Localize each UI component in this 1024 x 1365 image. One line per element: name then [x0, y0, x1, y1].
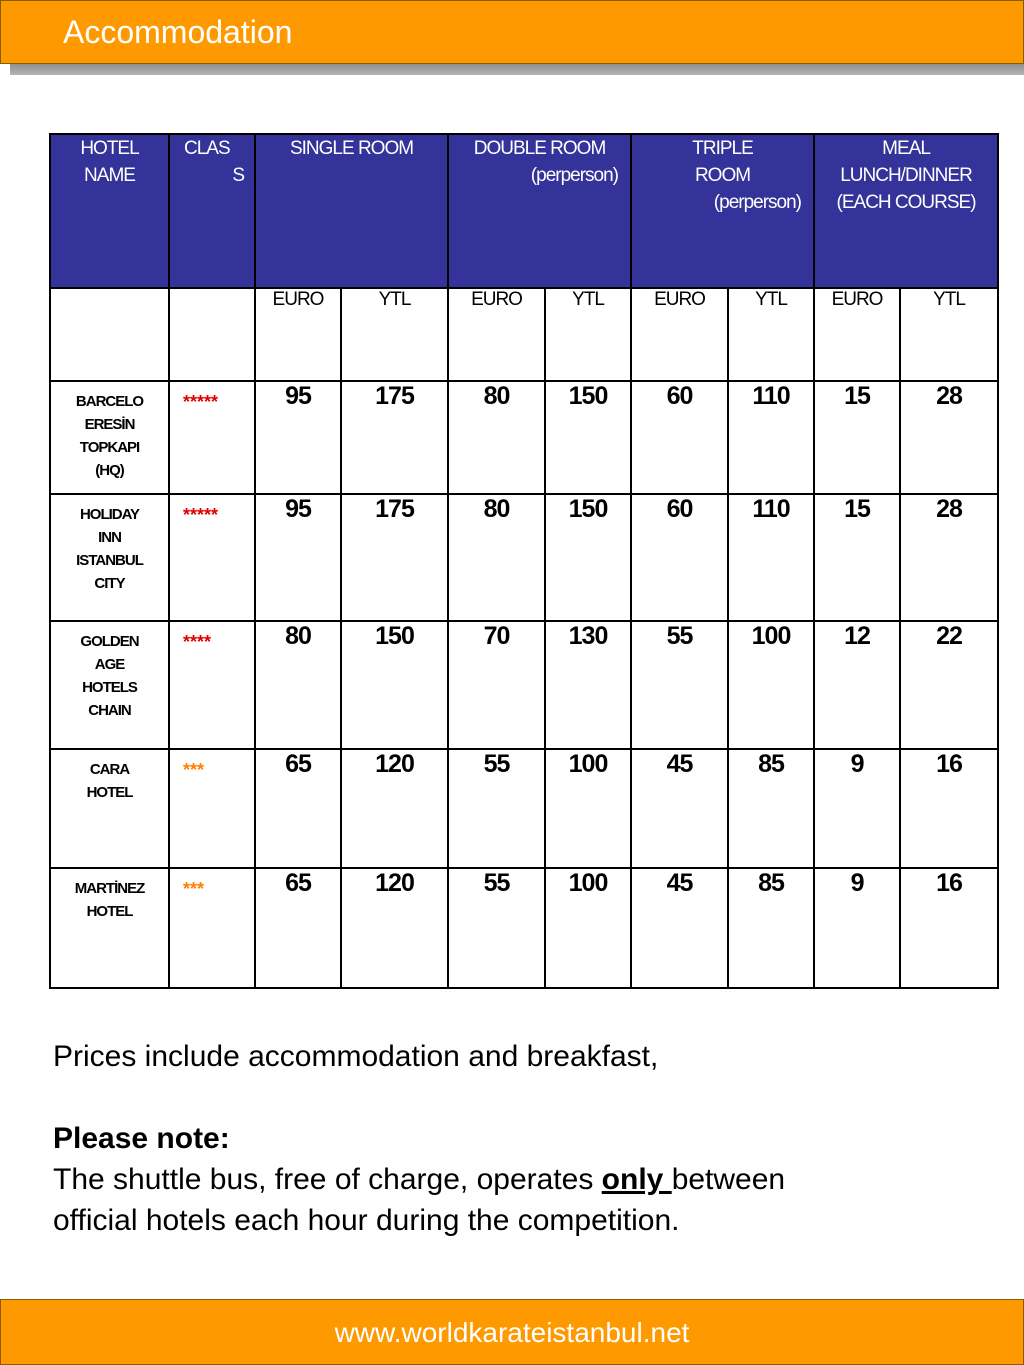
hotel-stars: *****	[169, 381, 255, 494]
hotel-name: HOLIDAY INN ISTANBUL CITY	[50, 494, 169, 621]
price-cell: 55	[631, 621, 728, 749]
shuttle-note: The shuttle bus, free of charge, operates only between	[53, 1163, 786, 1196]
hotel-stars: *****	[169, 494, 255, 621]
prices-note: Prices include accommodation and breakfast,	[53, 1040, 659, 1073]
price-cell: 130	[545, 621, 631, 749]
currency-label: EURO	[255, 288, 341, 381]
price-cell: 12	[814, 621, 900, 749]
price-cell: 60	[631, 381, 728, 494]
currency-blank	[50, 288, 169, 381]
hotel-stars: ****	[169, 621, 255, 749]
hotel-stars: ***	[169, 749, 255, 868]
website-link[interactable]: www.worldkarateistanbul.net	[334, 1317, 690, 1348]
currency-row	[50, 288, 998, 381]
price-cell: 110	[728, 494, 814, 621]
price-cell: 95	[255, 494, 341, 621]
hotel-name: BARCELO ERESİN TOPKAPI (HQ)	[50, 381, 169, 494]
price-cell: 16	[900, 749, 998, 868]
price-cell: 85	[728, 749, 814, 868]
hotel-name: MARTİNEZ HOTEL	[50, 868, 169, 988]
price-cell: 120	[341, 749, 448, 868]
price-cell: 65	[255, 868, 341, 988]
price-cell: 9	[814, 868, 900, 988]
price-cell: 80	[255, 621, 341, 749]
price-cell: 45	[631, 749, 728, 868]
price-cell: 55	[448, 749, 545, 868]
hotel-name: GOLDEN AGE HOTELS CHAIN	[50, 621, 169, 749]
please-note-heading: Please note:	[53, 1122, 230, 1155]
col-class: CLAS S	[169, 134, 255, 288]
col-double-room: DOUBLE ROOM (perperson)	[448, 134, 631, 288]
shuttle-note-line2: official hotels each hour during the competition.	[53, 1204, 680, 1237]
price-cell: 80	[448, 381, 545, 494]
price-cell: 100	[728, 621, 814, 749]
price-cell: 16	[900, 868, 998, 988]
col-single-room: SINGLE ROOM	[255, 134, 448, 288]
table-row	[50, 621, 998, 749]
currency-label: YTL	[545, 288, 631, 381]
currency-label: YTL	[728, 288, 814, 381]
currency-label: YTL	[900, 288, 998, 381]
price-cell: 22	[900, 621, 998, 749]
table-row	[50, 381, 998, 494]
price-cell: 150	[545, 494, 631, 621]
price-cell: 28	[900, 381, 998, 494]
price-cell: 100	[545, 749, 631, 868]
price-cell: 28	[900, 494, 998, 621]
price-cell: 85	[728, 868, 814, 988]
price-cell: 150	[545, 381, 631, 494]
col-meal: MEAL LUNCH/DINNER (EACH COURSE)	[814, 134, 998, 288]
table-row	[50, 494, 998, 621]
price-cell: 95	[255, 381, 341, 494]
price-cell: 100	[545, 868, 631, 988]
price-cell: 55	[448, 868, 545, 988]
price-cell: 9	[814, 749, 900, 868]
price-cell: 175	[341, 494, 448, 621]
page-title: Accommodation	[63, 14, 293, 50]
col-triple-room: TRIPLE ROOM (perperson)	[631, 134, 814, 288]
only-emphasis: only	[601, 1163, 672, 1196]
currency-label: EURO	[631, 288, 728, 381]
footer-banner	[0, 1299, 1024, 1365]
header-row	[50, 134, 998, 288]
notes-section	[53, 1036, 953, 1241]
price-cell: 45	[631, 868, 728, 988]
hotel-stars: ***	[169, 868, 255, 988]
table-row	[50, 749, 998, 868]
currency-label: EURO	[448, 288, 545, 381]
price-cell: 175	[341, 381, 448, 494]
title-banner-shadow	[10, 64, 1024, 75]
price-cell: 65	[255, 749, 341, 868]
price-cell: 120	[341, 868, 448, 988]
currency-label: YTL	[341, 288, 448, 381]
hotel-name: CARA HOTEL	[50, 749, 169, 868]
price-cell: 15	[814, 494, 900, 621]
price-cell: 150	[341, 621, 448, 749]
price-cell: 15	[814, 381, 900, 494]
col-hotel-name: HOTEL NAME	[50, 134, 169, 288]
currency-label: EURO	[814, 288, 900, 381]
currency-blank	[169, 288, 255, 381]
accommodation-table	[49, 133, 999, 989]
title-banner	[0, 0, 1024, 64]
table-row	[50, 868, 998, 988]
price-cell: 110	[728, 381, 814, 494]
price-cell: 70	[448, 621, 545, 749]
price-cell: 80	[448, 494, 545, 621]
price-cell: 60	[631, 494, 728, 621]
